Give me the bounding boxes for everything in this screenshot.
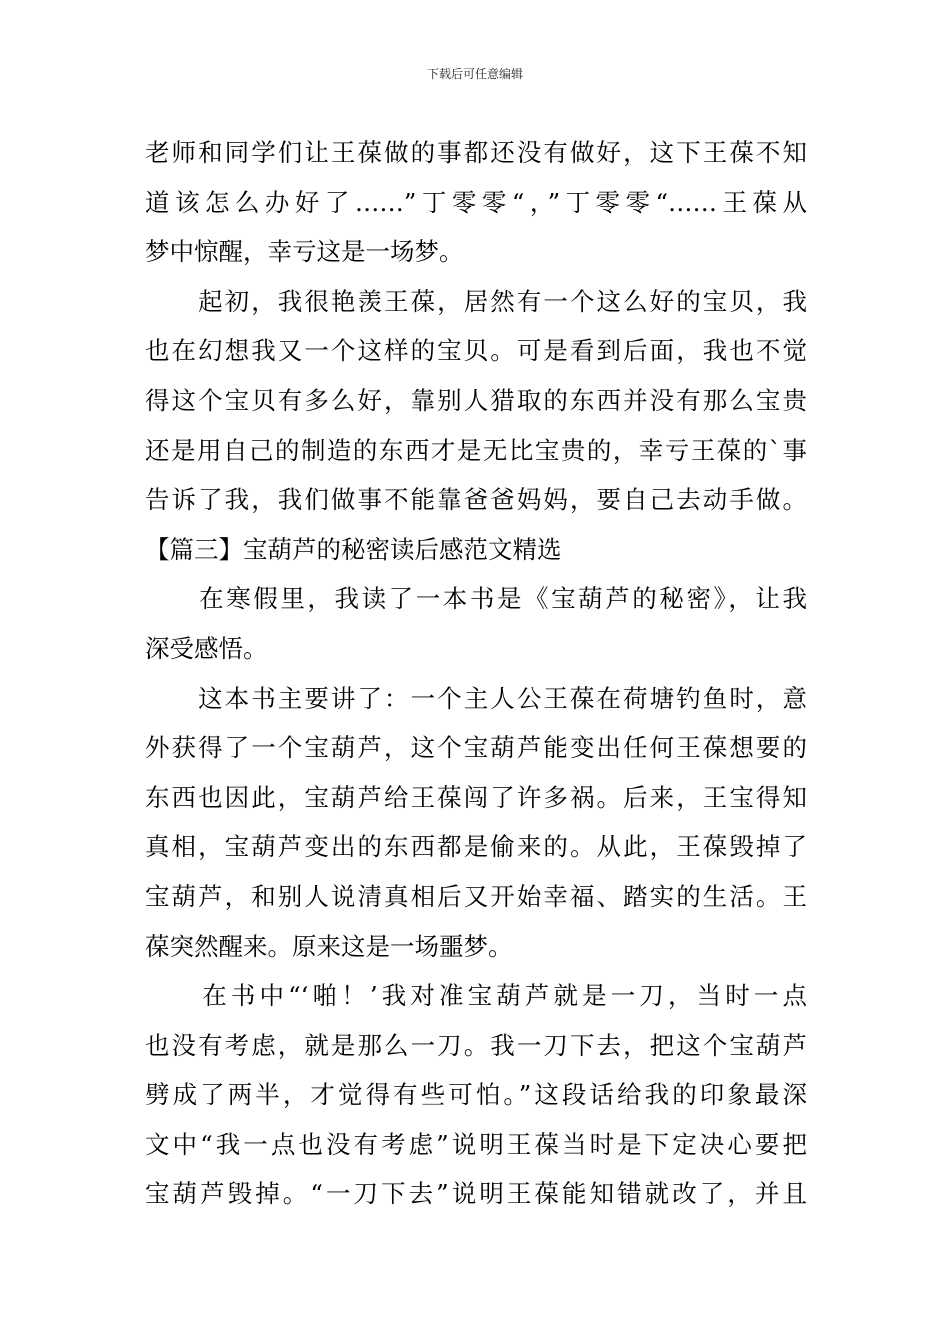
text-line: 告诉了我，我们做事不能靠爸爸妈妈，要自己去动手做。 <box>145 485 807 515</box>
text-line: 东西也因此，宝葫芦给王葆闯了许多祸。后来，王宝得知 <box>145 782 807 812</box>
text-line: 葆突然醒来。原来这是一场噩梦。 <box>145 931 513 961</box>
text-line: 在寒假里，我读了一本书是《宝葫芦的秘密》，让我 <box>145 584 807 614</box>
text-line: 梦中惊醒，幸亏这是一场梦。 <box>145 237 464 267</box>
text-line: 深受感悟。 <box>145 633 268 663</box>
text-line: 老师和同学们让王葆做的事都还没有做好，这下王葆不知 <box>145 138 807 167</box>
text-line: 在书中“‘啪！’我对准宝葫芦就是一刀，当时一点 <box>145 981 807 1011</box>
text-line: 这本书主要讲了：一个主人公王葆在荷塘钓鱼时，意 <box>145 683 807 713</box>
text-line: 宝葫芦，和别人说清真相后又开始幸福、踏实的生活。王 <box>145 881 807 911</box>
text-line: 得这个宝贝有多么好，靠别人猎取的东西并没有那么宝贵 <box>145 385 807 415</box>
text-line: 文中“我一点也没有考虑”说明王葆当时是下定决心要把 <box>145 1129 807 1159</box>
section-heading: 【篇三】宝葫芦的秘密读后感范文精选 <box>145 534 562 564</box>
text-line: 也在幻想我又一个这样的宝贝。可是看到后面，我也不觉 <box>145 336 807 366</box>
text-line: 劈成了两半，才觉得有些可怕。”这段话给我的印象最深 <box>145 1080 807 1110</box>
text-line: 宝葫芦毁掉。“一刀下去”说明王葆能知错就改了，并且 <box>145 1179 807 1209</box>
document-body <box>145 128 807 1219</box>
text-line: 道该怎么办好了……”丁零零“，”丁零零“……王葆从 <box>145 187 807 217</box>
text-line: 起初，我很艳羡王葆，居然有一个这么好的宝贝，我 <box>145 286 807 316</box>
page-header-note: 下载后可任意编辑 <box>426 67 523 81</box>
text-line: 还是用自己的制造的东西才是无比宝贵的，幸亏王葆的`事 <box>145 435 807 465</box>
text-line: 真相，宝葫芦变出的东西都是偷来的。从此，王葆毁掉了 <box>145 832 807 862</box>
text-line: 外获得了一个宝葫芦，这个宝葫芦能变出任何王葆想要的 <box>145 733 807 763</box>
text-line: 也没有考虑，就是那么一刀。我一刀下去，把这个宝葫芦 <box>145 1030 807 1060</box>
